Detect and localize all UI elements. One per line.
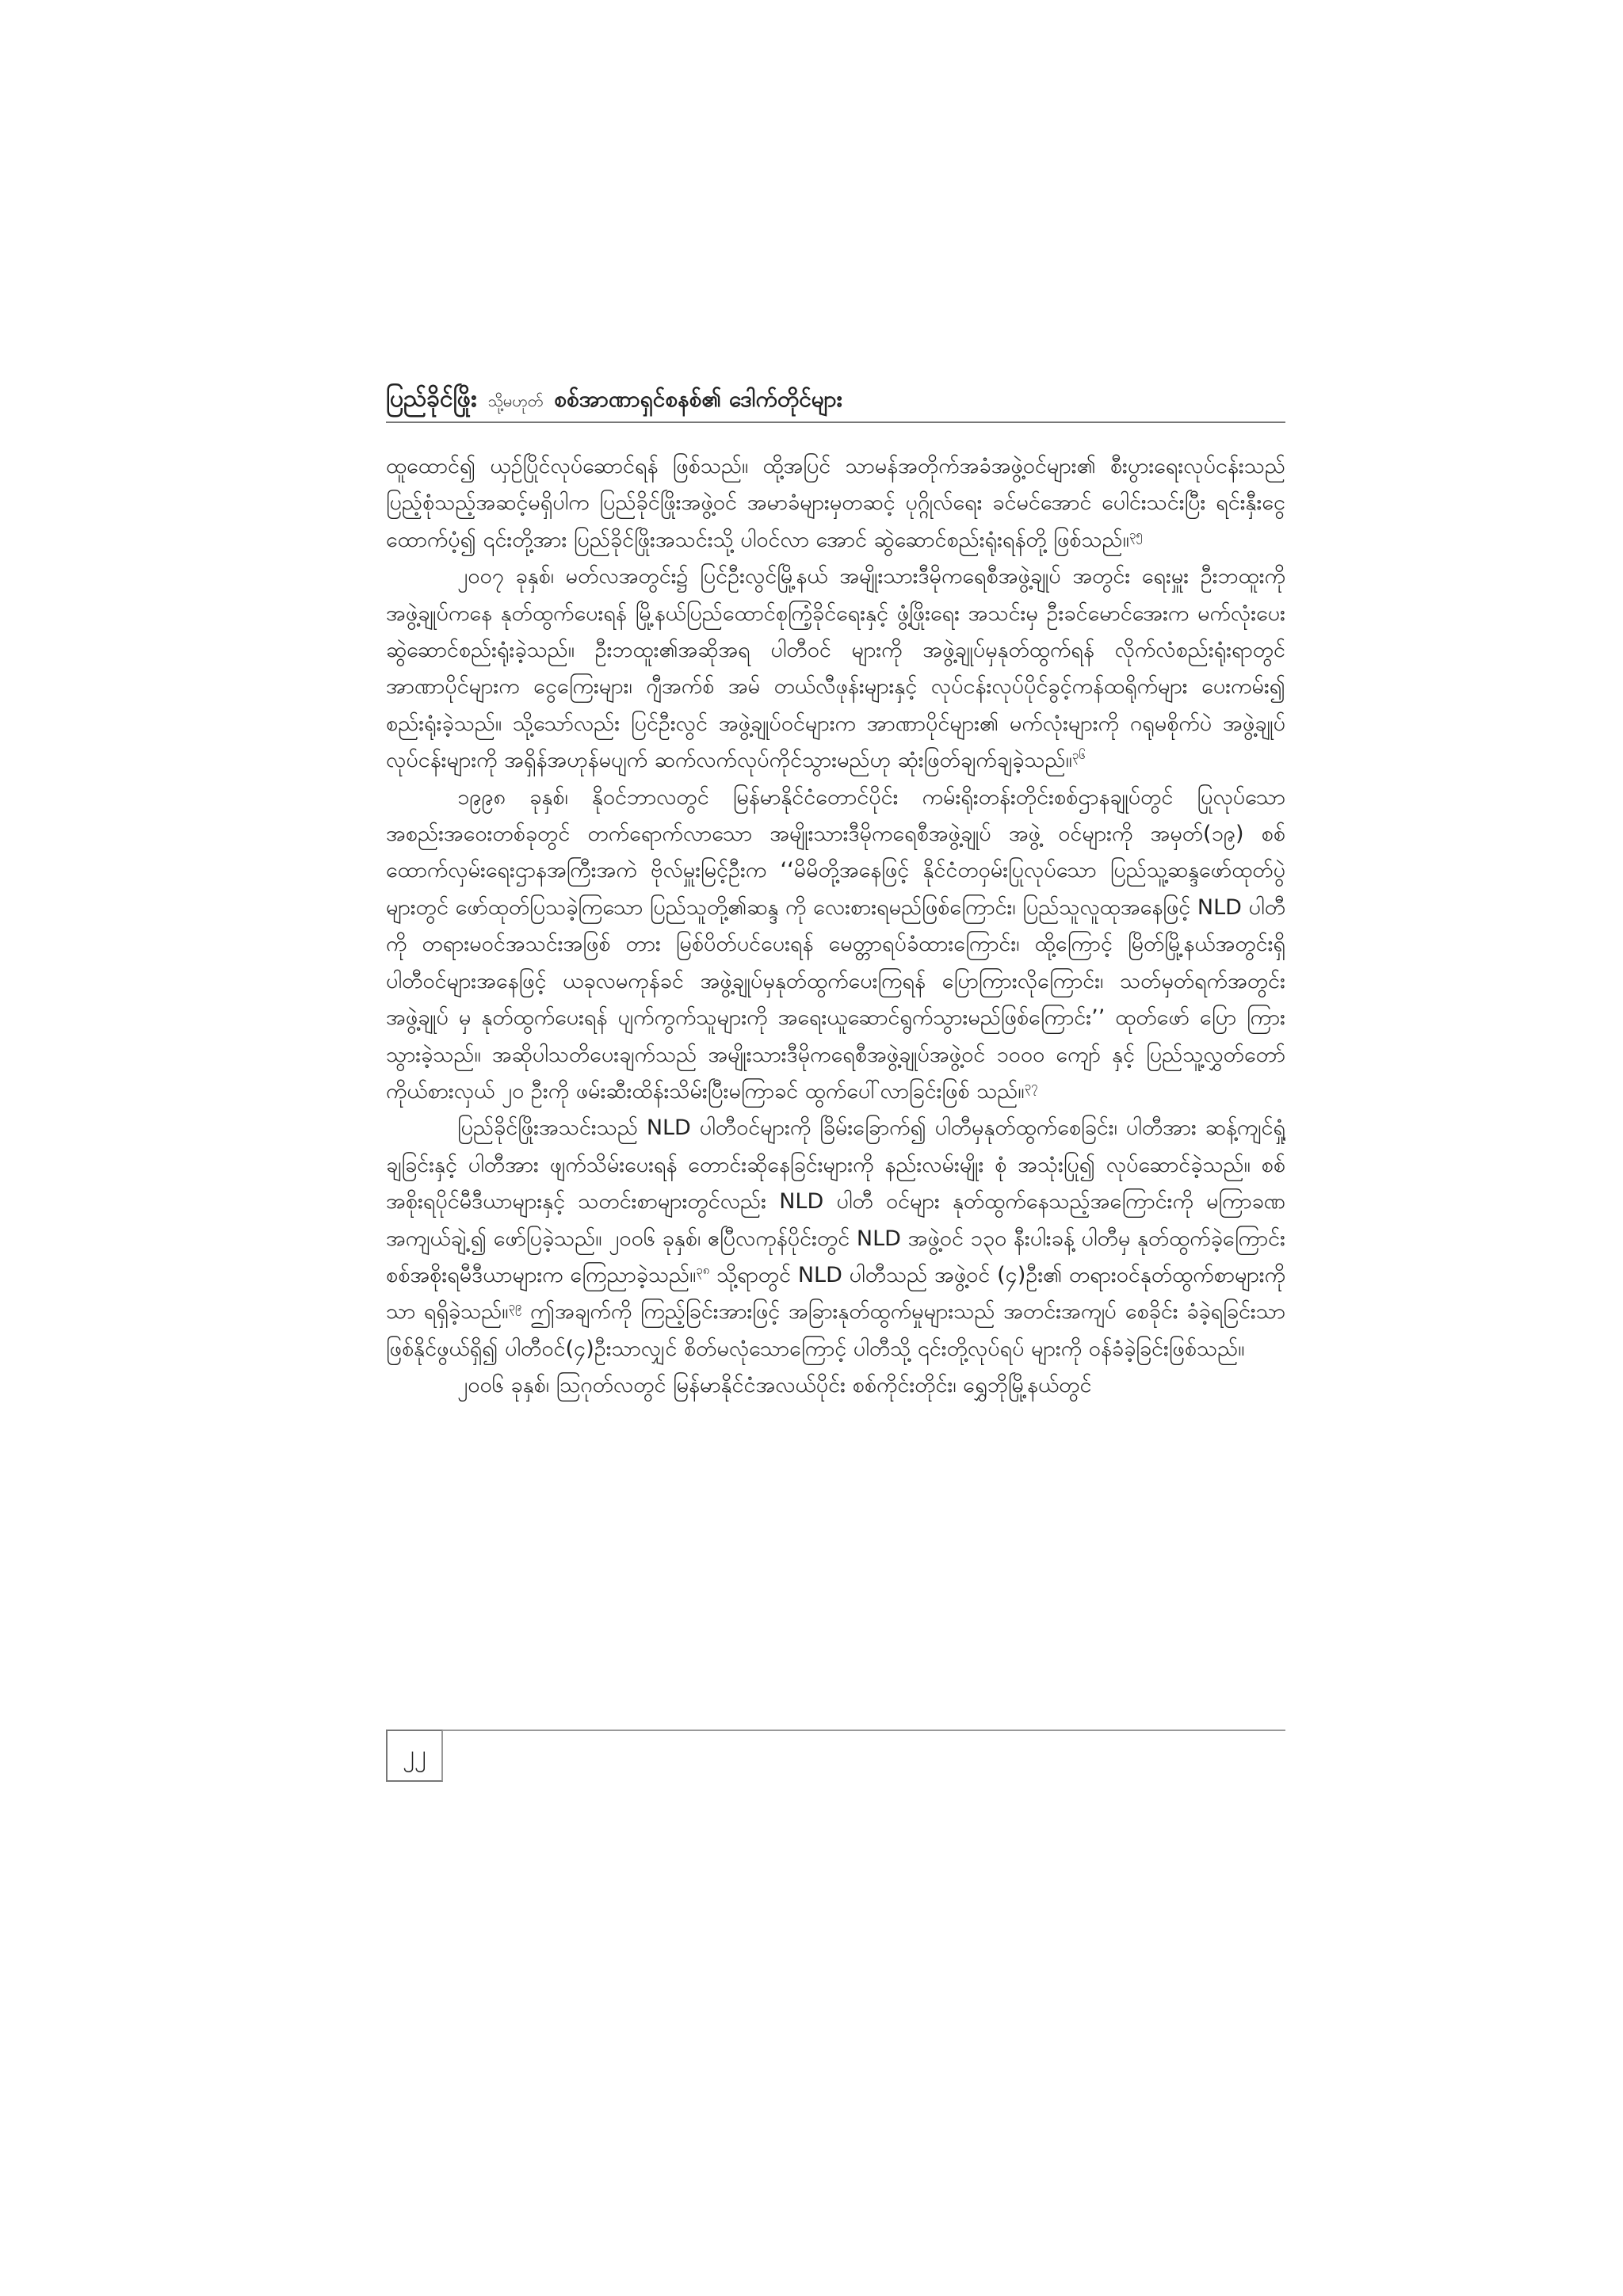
footnote-ref: ၃၆: [1071, 748, 1086, 763]
header-book-title: ပြည်ခိုင်ဖြိုး: [386, 385, 477, 413]
footer-rule: [443, 1730, 1285, 1731]
paragraph-4: [386, 1110, 1285, 1367]
footnote-ref: ၃၇: [1024, 1078, 1038, 1093]
paragraph-3-text: ၁၉၉၈ ခုနှစ်၊ နိုဝင်ဘာလတွင် မြန်မာနိုင်ငံတောင်ပိုင်း ကမ်းရိုးတန်းတိုင်းစစ်ဌာနချုပ်တွင် ပြုလုပ်သော အစည်းအဝေးတစ်ခုတွင် တက်ရောက်လာသော အမျိုးသားဒီမိုကရေစီအဖွဲ့ချုပ် အဖွဲ့ ဝင်များကို အမှတ်(၁၉) စစ်ထောက်လှမ်းရေးဌာနအကြီးအကဲ ဗိုလ်မှူးမြင့်ဦးက ‘‘မိမိတို့အနေဖြင့် နိုင်ငံတဝှမ်းပြုလုပ်သော ပြည်သူ့ဆန္ဒဖော်ထုတ်ပွဲများတွင် ဖော်ထုတ်ပြသခဲ့ကြသော ပြည်သူတို့၏ဆန္ဒ ကို လေးစားရမည်ဖြစ်ကြောင်း၊ ပြည်သူလူထုအနေဖြင့် NLD ပါတီကို တရားမဝင်အသင်းအဖြစ် တား မြစ်ပိတ်ပင်ပေးရန် မေတ္တာရပ်ခံထားကြောင်း၊ ထို့ကြောင့် မြိတ်မြို့နယ်အတွင်းရှိ ပါတီဝင်များအနေဖြင့် ယခုလမကုန်ခင် အဖွဲ့ချုပ်မှနုတ်ထွက်ပေးကြရန် ပြောကြားလိုကြောင်း၊ သတ်မှတ်ရက်အတွင်း အဖွဲ့ချုပ် မှ နုတ်ထွက်ပေးရန် ပျက်ကွက်သူများကို အရေးယူဆောင်ရွက်သွားမည်ဖြစ်ကြောင်း’’ ထုတ်ဖော် ပြော ကြားသွားခဲ့သည်။ အဆိုပါသတိပေးချက်သည် အမျိုးသားဒီမိုကရေစီအဖွဲ့ချုပ်အဖွဲ့ဝင် ၁၀၀၀ ကျော် နှင့် ပြည်သူ့လွှတ်တော်ကိုယ်စားလှယ် ၂၀ ဦးကို ဖမ်းဆီးထိန်းသိမ်းပြီးမကြာခင် ထွက်ပေါ်လာခြင်းဖြစ် သည်။: [386, 784, 1285, 1104]
paragraph-4-text: ပြည်ခိုင်ဖြိုးအသင်းသည် NLD ပါတီဝင်များကို ခြိမ်းခြောက်၍ ပါတီမှနုတ်ထွက်စေခြင်း၊ ပါတီအား ဆန့်ကျင်ရှုံ့ချခြင်းနှင့် ပါတီအား ဖျက်သိမ်းပေးရန် တောင်းဆိုနေခြင်းများကို နည်းလမ်းမျိုး စုံ အသုံးပြု၍ လုပ်ဆောင်ခဲ့သည်။ စစ်အစိုးရပိုင်မီဒီယာများနှင့် သတင်းစာများတွင်လည်း NLD ပါတီ ဝင်များ နုတ်ထွက်နေသည့်အကြောင်းကို မကြာခဏ အကျယ်ချဲ့၍ ဖော်ပြခဲ့သည်။ ၂၀၀၆ ခုနှစ်၊ ဧပြီလကုန်ပိုင်းတွင် NLD အဖွဲ့ဝင် ၁၃၀ နီးပါးခန့် ပါတီမှ နုတ်ထွက်ခဲ့ကြောင်း စစ်အစိုးရမီဒီယာများက ကြေညာခဲ့သည်။: [386, 1116, 1285, 1287]
footnote-ref: ၃၉: [508, 1299, 522, 1314]
paragraph-2-text: ၂၀၀၇ ခုနှစ်၊ မတ်လအတွင်း၌ ပြင်ဦးလွင်မြို့နယ် အမျိုးသားဒီမိုကရေစီအဖွဲ့ချုပ် အတွင်း ရေးမှူး ဦးဘထူးကို အဖွဲ့ချုပ်ကနေ နုတ်ထွက်ပေးရန် မြို့နယ်ပြည်ထောင်စုကြံ့ခိုင်ရေးနှင့် ဖွံ့ဖြိုးရေး အသင်းမှ ဦးခင်မောင်အေးက မက်လုံးပေး ဆွဲဆောင်စည်းရုံးခဲ့သည်။ ဦးဘထူး၏အဆိုအရ ပါတီဝင် များကို အဖွဲ့ချုပ်မှနုတ်ထွက်ရန် လိုက်လံစည်းရုံးရာတွင် အာဏာပိုင်များက ငွေကြေးများ၊ ဂျီအက်စ် အမ် တယ်လီဖုန်းများနှင့် လုပ်ငန်းလုပ်ပိုင်ခွင့်ကန်ထရိုက်များ ပေးကမ်း၍ စည်းရုံးခဲ့သည်။ သို့သော်လည်း ပြင်ဦးလွင် အဖွဲ့ချုပ်ဝင်များက အာဏာပိုင်များ၏ မက်လုံးများကို ဂရုမစိုက်ပဲ အဖွဲ့ချုပ်လုပ်ငန်းများကို အရှိန်အဟုန်မပျက် ဆက်လက်လုပ်ကိုင်သွားမည်ဟု ဆုံးဖြတ်ချက်ချခဲ့သည်။: [386, 564, 1285, 773]
paragraph-2: [386, 559, 1285, 779]
header-rule: [386, 421, 1285, 423]
paragraph-1-text: ထူထောင်၍ ယှဉ်ပြိုင်လုပ်ဆောင်ရန် ဖြစ်သည်။ ထို့အပြင် သာမန်အတိုက်အခံအဖွဲ့ဝင်များ၏ စီးပွားရေးလုပ်ငန်းသည် ပြည့်စုံသည့်အဆင့်မရှိပါက ပြည်ခိုင်ဖြိုးအဖွဲ့ဝင် အမာခံများမှတဆင့် ပုဂ္ဂိုလ်ရေး ခင်မင်အောင် ပေါင်းသင်းပြီး ရင်းနှီးငွေထောက်ပံ့၍ ၎င်းတို့အား ပြည်ခိုင်ဖြိုးအသင်းသို့ ပါဝင်လာ အောင် ဆွဲဆောင်စည်းရုံးရန်တို့ ဖြစ်သည်။: [386, 454, 1285, 552]
running-header: [386, 371, 1285, 415]
paragraph-5-text: ၂၀၀၆ ခုနှစ်၊ ဩဂုတ်လတွင် မြန်မာနိုင်ငံအလယ်ပိုင်း စစ်ကိုင်းတိုင်း၊ ရွှေဘိုမြို့နယ်တွင်: [457, 1373, 1092, 1398]
header-subtitle: စစ်အာဏာရှင်စနစ်၏ ဒေါက်တိုင်များ: [554, 386, 842, 412]
header-connector: သို့မဟုတ်: [487, 391, 544, 410]
body-text: [386, 448, 1285, 1637]
paragraph-3: [386, 780, 1285, 1111]
page-number: ၂၂: [386, 1730, 443, 1782]
paragraph-4-text-continued: သို့ရာတွင် NLD ပါတီသည် အဖွဲ့ဝင် (၄)ဦး၏ တရားဝင်နုတ်ထွက်စာများကိုသာ ရရှိခဲ့သည်။: [386, 1262, 1285, 1325]
footnote-ref: ၃၈: [696, 1262, 710, 1277]
paragraph-4-text-end: ဤအချက်ကို ကြည့်ခြင်းအားဖြင့် အခြားနုတ်ထွက်မှုများသည် အတင်းအကျပ် စေခိုင်း ခံခဲ့ရခြင်းသာ ဖြစ်နိုင်ဖွယ်ရှိ၍ ပါတီဝင်(၄)ဦးသာလျှင် စိတ်မလုံသောကြောင့် ပါတီသို့ ၎င်းတို့လုပ်ရပ် များကို ဝန်ခံခဲ့ခြင်းဖြစ်သည်။: [386, 1299, 1285, 1361]
paragraph-5: [386, 1367, 1285, 1404]
footnote-ref: ၃၅: [1128, 527, 1143, 542]
paragraph-1: [386, 448, 1285, 559]
